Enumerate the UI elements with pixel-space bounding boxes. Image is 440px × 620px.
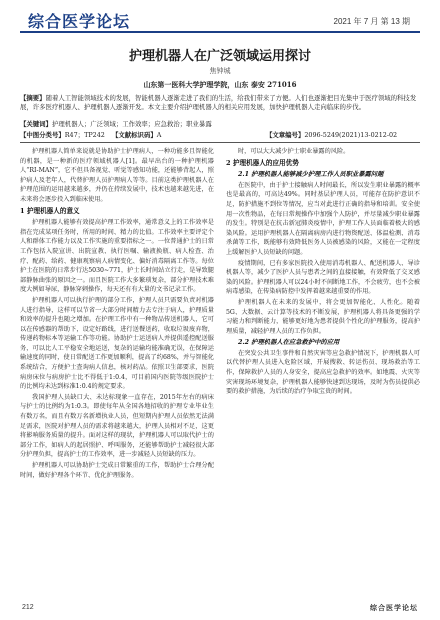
paragraph: 时，可以大大减少护士职业暴露的风险。 [238, 148, 350, 155]
issue-info: 2021 年 7 月 第 13 期 [333, 17, 410, 26]
article-number-value: 2096-5249(2021)13-0212-02 [304, 131, 398, 139]
section-heading: 2.1 护理机器人能够减少护理工作人员职业暴露问题 [238, 171, 384, 179]
class-label: 【中图分类号】 [20, 131, 65, 139]
keywords-label: 【关键词】 [20, 120, 52, 128]
section-heading: 1 护理机器人的意义 [20, 206, 80, 215]
doc-code-value: A [156, 131, 162, 139]
paragraph: 护理机器人可以协助护士完成日常繁重的工作，帮助护士合理分配时间，做好护理各个环节、优化护理服务。 [20, 462, 214, 479]
meta-rule [20, 142, 420, 143]
journal-name: 综合医学论坛 [28, 12, 131, 31]
left-column [20, 147, 214, 481]
abstract [20, 94, 420, 112]
doc-code [112, 130, 161, 139]
article-author: 焦钟城 [209, 67, 231, 75]
page-number: 212 [22, 604, 34, 611]
paragraph: 护理机器人可以执行护理的部分工作，护理人员只需要负责对机器人进行指导，这样可以节省一大部分时间精力去专注于病人，护理质量和效率的提升也随之增加。在护理工作中有一种物品传送机器人，它可以在传感器的帮助下，设定好路线，进行送餐送药，收取垃圾废弃物，传递药物标本等运输工作等功能。协助护士运送病人并提供遥控配送服务，可以比人工平稳安全地运送，复杂的运输均能准确无误，在保障运输速度的同时，使日常配送工作更加顺利，提高了约68%，并与智能化系统结合，方便护士查询病人信息，核对药品。依照卫生部要求，医院病房床位与病房护士比不得低于1:0.4，可目前国内医院等级医院护士的比例均未达到标准1:0.4的规定要求。 [20, 296, 214, 391]
abstract-text: 随着人工智能领域技术的发展，智能机器人逐渐走进了我们的生活，给我们带来了方便。人们也逐渐把目光集中于医疗领域的科技发展，许多医疗机器人、护理机器人逐渐开发。本文主要介绍护理机器人的相关应用发展，加快护理机器人走向临床的步伐。 [20, 94, 417, 111]
article-affiliation: 山东第一医科大学护理学院，山东 泰安 271016 [143, 80, 297, 89]
section-heading: 2.2 护理机器人在应急救护中的应用 [238, 339, 340, 347]
page-header [0, 0, 440, 46]
classification-row [20, 130, 420, 139]
class-number [20, 130, 105, 139]
paragraph: 在突发公共卫生事件和自然灾害等应急救护情况下，护理机器人可以代替护理人员进入危险区域，开展搜救、转运伤员、现场救治等工作，保障救护人员的人身安全，提高应急救护的效率。如地震、火灾等灾害现场环境复杂，护理机器人能够快速到达现场，及时为伤员提供必要的救护措施，为后续的治疗争取宝贵的时间。 [226, 349, 420, 396]
header-rule [20, 31, 420, 33]
keywords-text: 护理机器人；广泛领域；工作效率；应急救治；职业暴露 [51, 120, 212, 128]
keywords [20, 120, 420, 129]
paragraph: 在医院中，由于护士接触病人时间最长，所以发生职业暴露的概率也是最高的，可高达49%。同时基层护理人员，可能存在防护意识不足，防护措施不到位等情况，应当对此进行正确的指导和培训。安全使用一次性物品，在每日常规操作中加强个人防护，并尽量减少职业暴露的发生。特别是在抗击新冠肺炎疫情中，护理工作人员面临着极大的感染风险。运用护理机器人在隔离病房内进行物资配送、体温检测、消毒杀菌等工作，既能够有效降低医务人员被感染的风险，又能在一定程度上缓解医护人员短缺的问题。 [226, 181, 420, 256]
class-code: R47；TP242 [64, 131, 105, 139]
footer-journal: 综合医学论坛 [370, 603, 418, 612]
right-column [226, 147, 420, 398]
paragraph: 我国护理人员缺口大、未达标现象一直存在，2015年左右的病床与护士的比例约为1:0.3。即使每年从全国各地招收的护理专业毕业生有数万名，而且有数万名新增执业人员，但短期内护理人员依然无法满足需求，医院对护理人员的需求将越来越大，护理人员相对不足，这更将影响服务质量的提升。面对这样的现状，护理机器人可以取代护士的部分工作，如病人的起居照护、呼叫服务，还能够帮助护士减轻很大部分护理负担，提高护士的工作效率，进一步减轻人员短缺的压力。 [20, 393, 214, 459]
section-heading: 2 护理机器人的应用优势 [226, 158, 299, 167]
paragraph: 护理机器人在未来的发展中，将会更加智能化、人性化。随着5G、大数据、云计算等技术的不断发展，护理机器人将具备更强的学习能力和判断能力，能够更好地为患者提供个性化的护理服务，提高护理质量，减轻护理人员的工作负担。 [226, 298, 420, 335]
paragraph: 护理机器人简单来说就是协助护士护理病人，一种功能多且智能化的机器，是一种新的医疗领域机器人[1]。最早出台的一种护理机器人“RI-MAN”，它不但具备视觉、听觉等感知功能，还能够背起人，照护病人及老年人，代替护理人员护理病人等等。目前这类护理机器人在护理范围的运用越来越多，并仍在持续发展中，技术也越来越先进，在未来将会逐步投入到临床使用。 [20, 148, 214, 203]
paragraph: 护理机器人能够有效提高护理工作效率，通常意义上的工作效率是指在完成某项任务时，所用的时间、精力的比值。工作效率主要评定个人和群体工作能力以及工作实施的重要指标之一。一位普通护士的日常工作包括入院宣讲、出院宣教、执行医嘱、输液换瓶、病人检查、治疗、配药、给药、健康观察病人病情变化、偏好消毒隔离工作等。每位护士在医院的日常步行达5030~771，护士长时间站立行走，是导致腿部静脉曲张的原因之一。而且医院工作大多繁琐复杂，部分护理技术难度大例如导尿，静脉穿刺操作，每天还有有大量的文书记录工作。 [20, 219, 214, 294]
abstract-label: 【摘要】 [20, 94, 46, 102]
article-number-label: 【文章编号】 [266, 131, 305, 139]
paragraph: 疫情期间，已有多家医院投入使用消毒机器人、配送机器人、导诊机器人等，减少了医护人员与患者之间的直接接触，有效降低了交叉感染的风险。护理机器人可以24小时不间断地工作，不会疲劳，也不会被病毒感染，在传染病防控中发挥着越来越重要的作用。 [226, 259, 420, 296]
doc-label: 【文献标识码】 [112, 131, 157, 139]
article-title: 护理机器人在广泛领域运用探讨 [128, 49, 311, 64]
article-number [266, 130, 397, 139]
